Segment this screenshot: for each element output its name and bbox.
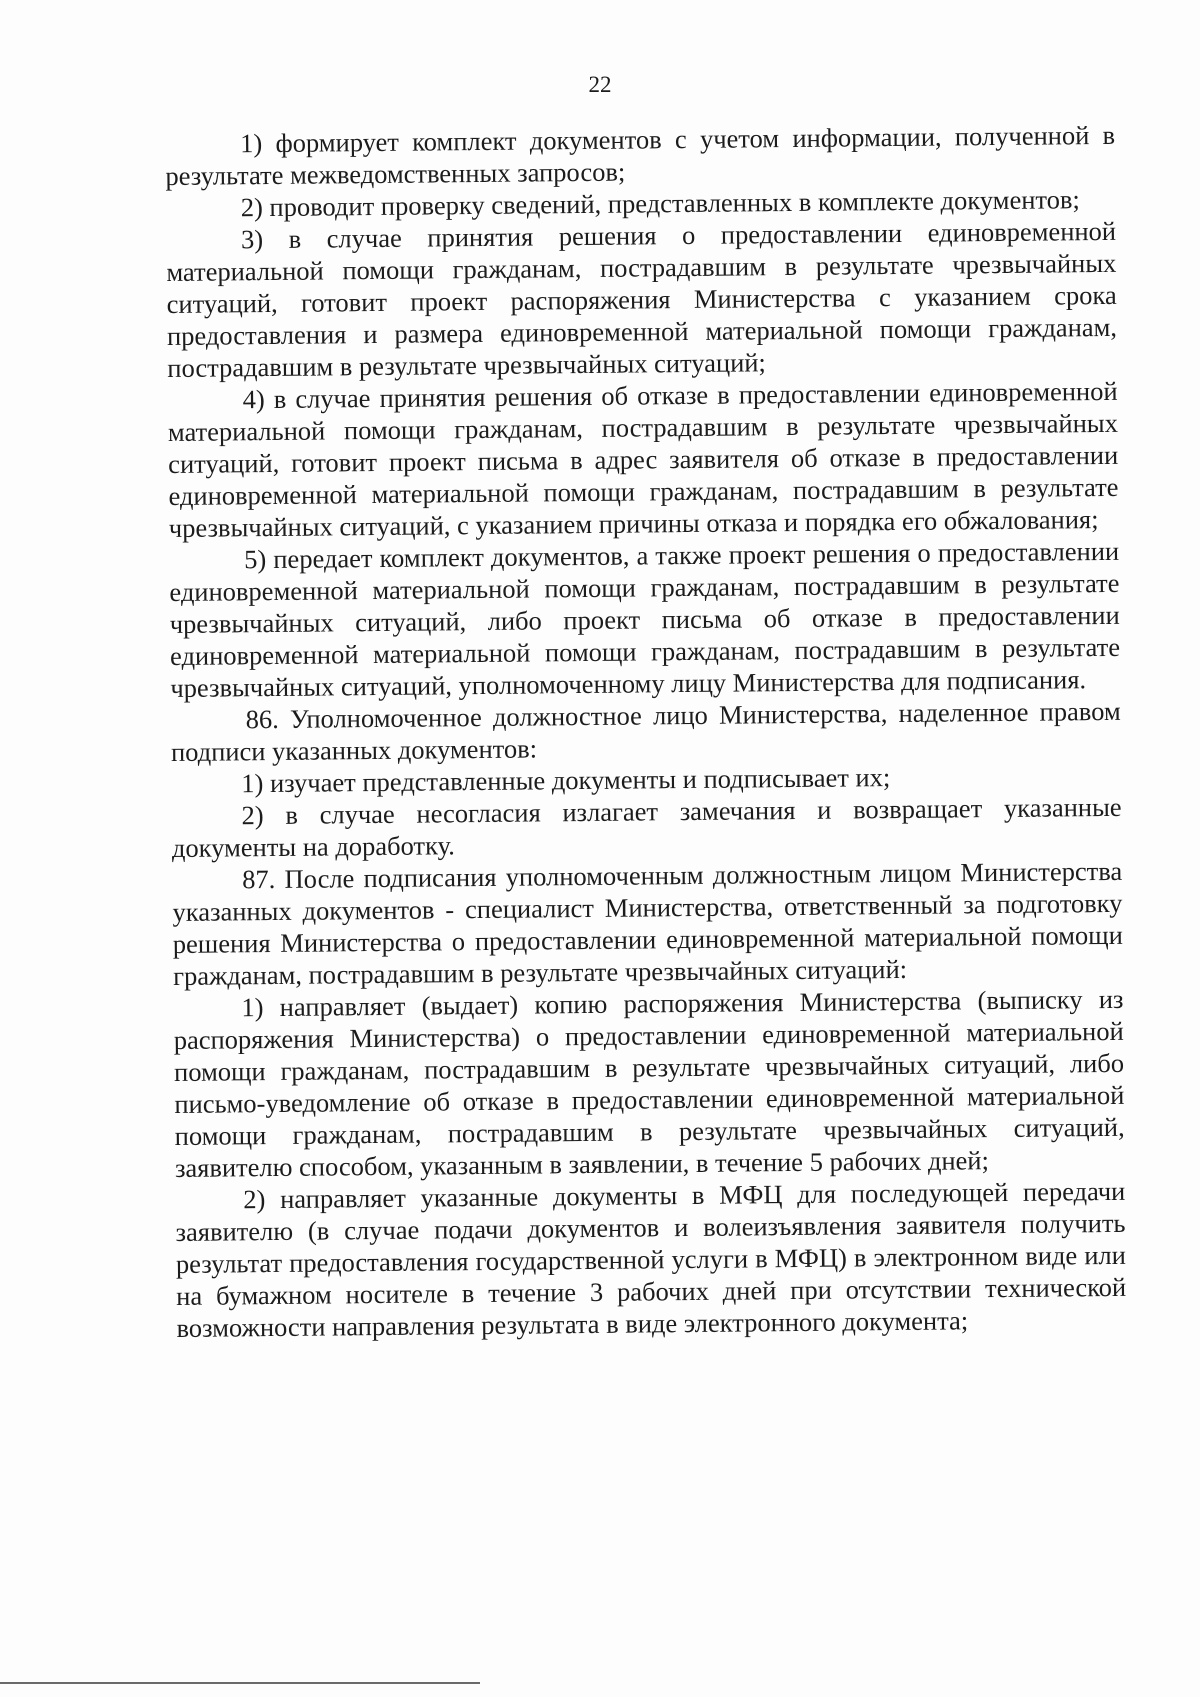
- page-number: 22: [588, 72, 612, 97]
- paragraph-86-item-2: 2) в случае несогласия излагает замечания и возвращает указанные документы на доработку.: [171, 791, 1122, 863]
- paragraph-5: 5) передает комплект документов, а также проект решения о предоставлении единовременной материальной помощи гражданам, пострадавшим в результате чрезвычайных ситуаций, либо проект письма об отказе в предоставлении единовременной материальной помощи гражданам, пострадавшим в результате чрезвычайных ситуаций, уполномоченному лицу Министерства для подписания.: [169, 535, 1121, 703]
- paragraph-87: 87. После подписания уполномоченным должностным лицом Министерства указанных документов - специалист Министерства, ответственный за подготовку решения Министерства о предоставлении единовременной материальной помощи гражданам, пострадавшим в результате чрезвычайных ситуаций:: [172, 855, 1123, 991]
- paragraph-4: 4) в случае принятия решения об отказе в предоставлении единовременной материальной помощи гражданам, пострадавшим в результате чрезвычайных ситуаций, готовит проект письма в адрес заявителя об отказе в предоставлении единовременной материальной помощи гражданам, пострадавшим в результате чрезвычайных ситуаций, с указанием причины отказа и порядка его обжалования;: [167, 375, 1119, 543]
- paragraph-86: 86. Уполномоченное должностное лицо Министерства, наделенное правом подписи указанных документов:: [170, 695, 1121, 767]
- paragraph-1: 1) формирует комплект документов с учетом информации, полученной в результате межведомственных запросов;: [165, 119, 1116, 191]
- paragraph-2: 2) проводит проверку сведений, представленных в комплекте документов;: [240, 184, 1080, 223]
- paragraph-3: 3) в случае принятия решения о предоставлении единовременной материальной помощи гражданам, пострадавшим в результате чрезвычайных ситуаций, готовит проект распоряжения Министерства с указанием срока предоставления и размера единовременной материальной помощи гражданам, пострадавшим в результате чрезвычайных ситуаций;: [166, 215, 1118, 383]
- footer-divider: [0, 1682, 480, 1684]
- document-body: [165, 119, 1127, 1344]
- paragraph-87-item-2: 2) направляет указанные документы в МФЦ для последующей передачи заявителю (в случае подачи документов и волеизъявления заявителя получить результат предоставления государственной услуги в МФЦ) в электронном виде или на бумажном носителе в течение 3 рабочих дней при отсутствии технической возможности направления результата в виде электронного документа;: [175, 1175, 1127, 1343]
- paragraph-87-item-1: 1) направляет (выдает) копию распоряжения Министерства (выписку из распоряжения Министерства) о предоставлении единовременной материальной помощи гражданам, пострадавшим в результате чрезвычайных ситуаций, либо письмо-уведомление об отказе в предоставлении единовременной материальной помощи гражданам, пострадавшим в результате чрезвычайных ситуаций, заявителю способом, указанным в заявлении, в течение 5 рабочих дней;: [173, 983, 1125, 1183]
- paragraph-86-item-1: 1) изучает представленные документы и подписывает их;: [241, 762, 891, 799]
